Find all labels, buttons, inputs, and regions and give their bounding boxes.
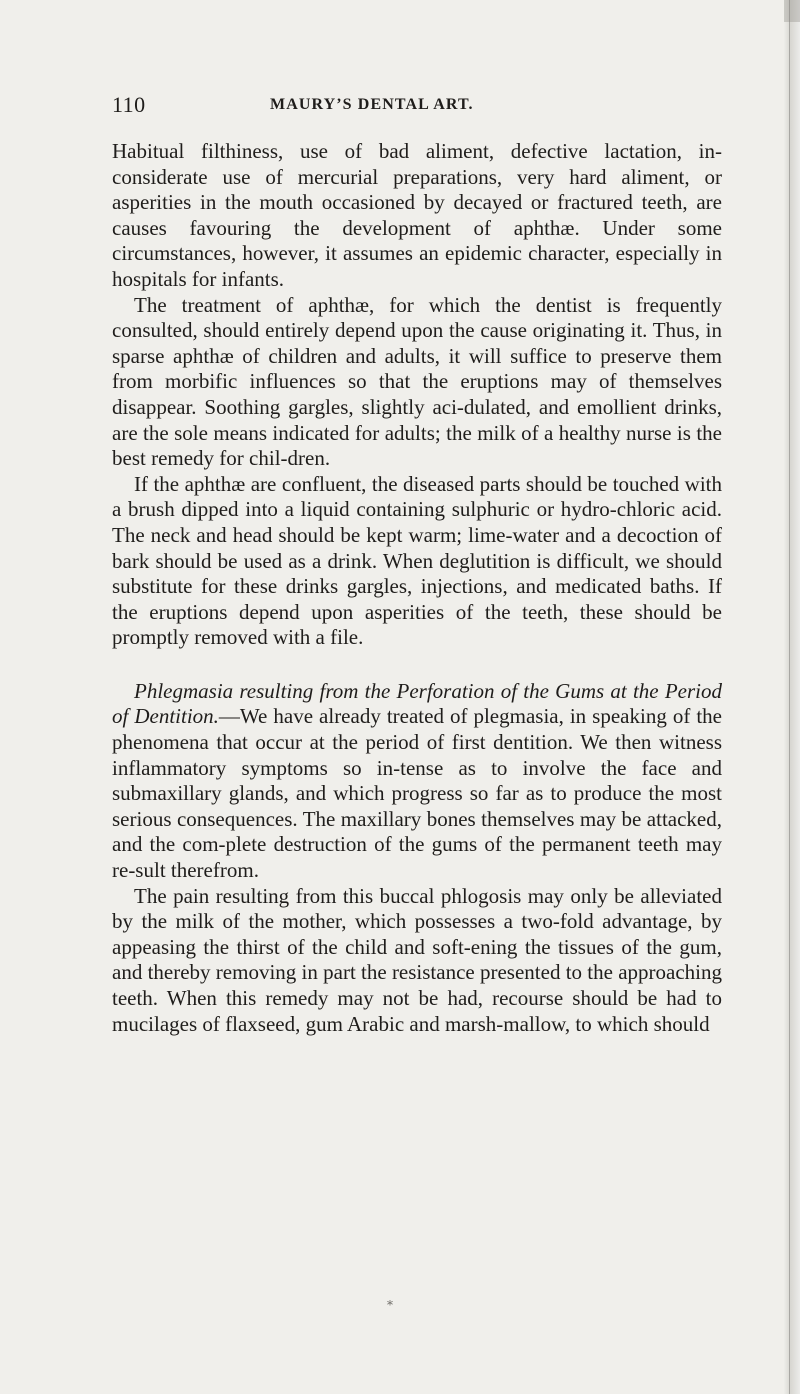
section-lead-text: —We have already treated of plegmasia, in speaking of the phenomena that occur at the period of first dentition. We then witness inflammatory symptoms so in-tense as to involve the face and submaxillary glands, and which progress so far as to produce the most serious consequences. The maxillary bones themselves may be attacked, and the com-plete destruction of the gums of the permanent teeth may re-sult therefrom. [112,704,722,883]
paragraph-5: The pain resulting from this buccal phlogosis may only be alleviated by the milk of the mother, which possesses a two-fold advantage, by appeasing the thirst of the child and soft-ening the tissues of the gum, and thereby removing in part the resistance presented to the approaching teeth. When this remedy may not be had, recourse should be had to mucilages of flaxseed, gum Arabic and marsh-mallow, to which should [112,883,722,1036]
footer-mark: * [387,1298,393,1312]
running-title: MAURY’S DENTAL ART. [270,96,474,113]
section-paragraph [112,679,722,884]
paragraph-1: Habitual filthiness, use of bad aliment, defective lactation, in-considerate use of mercurial preparations, very hard aliment, or asperities in the mouth occasioned by decayed or fractured teeth, are causes favouring the development of aphthæ. Under some circumstances, however, it assumes an epidemic character, especially in hospitals for infants. [112,139,722,291]
page-edge-shadow [784,0,800,1394]
paragraph-3: If the aphthæ are confluent, the diseased parts should be touched with a brush dipped into a liquid containing sulphuric or hydro-chloric acid. The neck and head should be kept warm; lime-water and a decoction of bark should be used as a drink. When deglutition is difficult, we should substitute for these drinks gargles, injections, and medicated baths. If the eruptions depend upon asperities of the teeth, these should be promptly removed with a file. [112,471,722,650]
paragraph-2: The treatment of aphthæ, for which the dentist is frequently consulted, should entirely depend upon the cause originating it. Thus, in sparse aphthæ of children and adults, it will suffice to preserve them from morbific influences so that the eruptions may of themselves disappear. Soothing gargles, slightly aci-dulated, and emollient drinks, are the sole means indicated for adults; the milk of a healthy nurse is the best remedy for chil-dren. [112,292,722,471]
page-number: 110 [112,92,146,117]
page-corner-mark [784,0,800,22]
section-break [112,651,722,679]
section-heading: Phlegmasia resulting from the Perforation of the Gums at the Period of Dentition. [112,678,722,729]
main-text [112,139,722,1037]
page-edge-line [789,0,790,1394]
running-head [112,93,722,117]
